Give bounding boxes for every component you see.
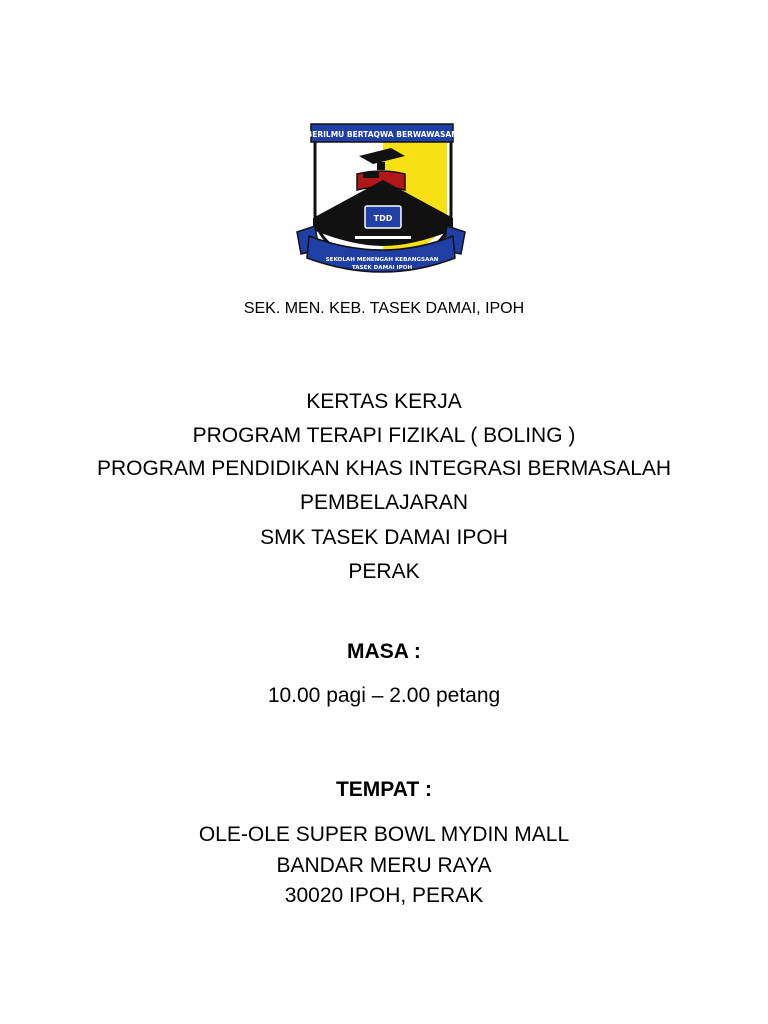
title-line-program-terapi: PROGRAM TERAPI FIZIKAL ( BOLING ) [192, 424, 576, 447]
masa-value: 10.00 pagi – 2.00 petang [267, 684, 501, 707]
title-line-program-pendidikan: PROGRAM PENDIDIKAN KHAS INTEGRASI BERMASALAH [96, 457, 672, 480]
title-line-pembelajaran: PEMBELAJARAN [299, 491, 469, 514]
address-line-2: BANDAR MERU RAYA [276, 854, 492, 877]
svg-text:TDD: TDD [373, 214, 393, 223]
svg-text:BERILMU BERTAQWA BERWAWASAN: BERILMU BERTAQWA BERWAWASAN [306, 130, 458, 139]
title-line-state: PERAK [348, 560, 420, 583]
title-line-kertas-kerja: KERTAS KERJA [306, 390, 462, 413]
title-line-school: SMK TASEK DAMAI IPOH [260, 526, 508, 549]
svg-text:SEKOLAH MENENGAH KEBANGSAAN: SEKOLAH MENENGAH KEBANGSAAN [325, 257, 439, 263]
address-line-1: OLE-OLE SUPER BOWL MYDIN MALL [198, 823, 570, 846]
tempat-heading: TEMPAT : [335, 778, 433, 801]
svg-text:TASEK DAMAI IPOH: TASEK DAMAI IPOH [351, 265, 413, 271]
address-line-3: 30020 IPOH, PERAK [284, 884, 484, 907]
masa-heading: MASA : [347, 640, 421, 663]
school-name: SEK. MEN. KEB. TASEK DAMAI, IPOH [243, 300, 525, 317]
school-crest-logo [293, 118, 469, 284]
